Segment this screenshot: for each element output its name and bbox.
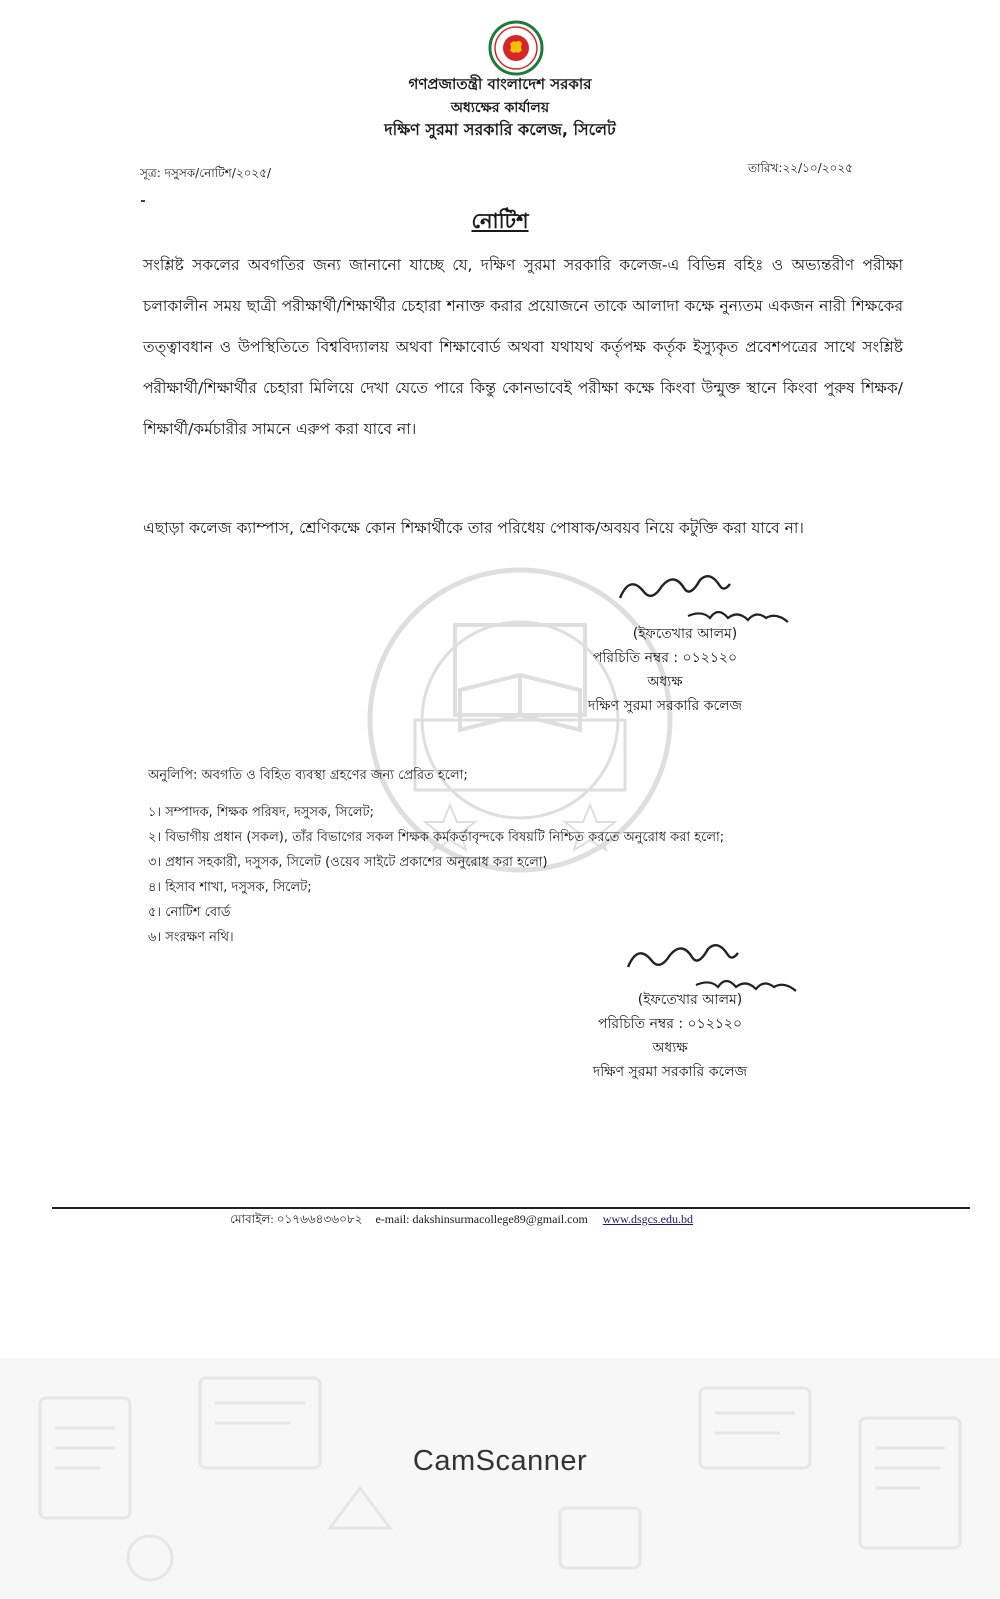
footer-mobile: মোবাইল: ০১৭৬৬৪৩৬০৮২ xyxy=(230,1212,363,1226)
signatory-name: (ইফতেখার আলম) xyxy=(632,626,738,642)
signatory-institution: দক্ষিণ সুরমা সরকারি কলেজ xyxy=(587,698,743,714)
signatory-institution: দক্ষিণ সুরমা সরকারি কলেজ xyxy=(592,1064,748,1080)
document-pattern-icon xyxy=(0,1358,1000,1599)
signatory-id: পরিচিতি নম্বর : ০১২১২০ xyxy=(597,1016,743,1032)
list-item: ৫। নোটিশ বোর্ড xyxy=(148,905,231,920)
list-item: ১। সম্পাদক, শিক্ষক পরিষদ, দসুসক, সিলেট; xyxy=(148,805,374,820)
handwritten-signature xyxy=(600,568,810,624)
notice-paragraph-1: সংশ্লিষ্ট সকলের অবগতির জন্য জানানো যাচ্ছে যে, দক্ষিণ সুরমা সরকারি কলেজ-এ বিভিন্ন বহিঃ ও অভ্যন্তরীণ পরীক্ষা চলাকালীন সময় ছাত্রী পরীক্ষার্থী/শিক্ষার্থীর চেহারা শনাক্ত করার প্রয়োজনে তাকে আলাদা কক্ষে নুন্যতম একজন নারী শিক্ষকের তত্ত্বাবধান ও উপস্থিতিতে বিশ্ববিদ্যালয় অথবা শিক্ষাবোর্ড অথবা যথাযথ কর্তৃপক্ষ কর্তৃক ইস্যুকৃত প্রবেশপত্রের সাথে সংশ্লিষ্ট পরীক্ষার্থী/শিক্ষার্থীর চেহারা মিলিয়ে দেখা যেতে পারে কিন্তু কোনভাবেই পরীক্ষা কক্ষে কিংবা উন্মুক্ত স্থানে কিংবা পুরুষ শিক্ষক/শিক্ষার্থী/কর্মচারীর সামনে এরুপ করা যাবে না। xyxy=(143,256,903,438)
signatory-designation: অধ্যক্ষ xyxy=(652,1040,688,1056)
college-name: দক্ষিণ সুরমা সরকারি কলেজ, সিলেট xyxy=(384,120,616,139)
signature-block xyxy=(545,622,785,718)
notice-paragraph-2: এছাড়া কলেজ ক্যাম্পাস, শ্রেণিকক্ষে কোন শিক্ষার্থীকে তার পরিধেয় পোষাক/অবয়ব নিয়ে কটুক্তি করা যাবে না। xyxy=(143,519,804,537)
memo-number: সূত্র: দসুসক/নোটিশ/২০২৫/ xyxy=(140,166,272,180)
camscanner-logo: CamScanner xyxy=(412,1445,588,1477)
stray-mark xyxy=(141,200,145,202)
scanner-branding-band xyxy=(0,1358,1000,1599)
contact-footer xyxy=(230,1211,693,1231)
footer-website-link[interactable]: www.dsgcs.edu.bd xyxy=(602,1212,694,1226)
office-name: অধ্যক্ষের কার্যালয় xyxy=(450,100,550,116)
notice-date: তারিখ:২২/১০/২০২৫ xyxy=(748,161,853,175)
list-item: ৬। সংরক্ষণ নথি। xyxy=(148,930,234,945)
government-name: গণপ্রজাতন্ত্রী বাংলাদেশ সরকার xyxy=(408,75,592,93)
signatory-designation: অধ্যক্ষ xyxy=(647,674,683,690)
list-item: ২। বিভাগীয় প্রধান (সকল), তাঁর বিভাগের সকল শিক্ষক কর্মকর্তাবৃন্দকে বিষয়টি নিশ্চিত করতে অনুরোধ করা হলো; xyxy=(148,830,725,845)
footer-divider xyxy=(52,1207,970,1209)
copy-list xyxy=(148,800,724,950)
list-item: ৪। হিসাব শাখা, দসুসক, সিলেট; xyxy=(148,880,312,895)
notice-title: নোটিশ xyxy=(471,209,529,233)
signatory-name: (ইফতেখার আলম) xyxy=(637,992,743,1008)
copy-heading: অনুলিপি: অবগতি ও বিহিত ব্যবস্থা গ্রহণের জন্য প্রেরিত হলো; xyxy=(148,768,468,783)
signatory-id: পরিচিতি নম্বর : ০১২১২০ xyxy=(592,650,738,666)
footer-email: e-mail: dakshinsurmacollege89@gmail.com xyxy=(375,1212,588,1226)
government-emblem-icon xyxy=(488,20,544,76)
handwritten-signature xyxy=(608,937,818,993)
signature-block xyxy=(550,988,790,1084)
list-item: ৩। প্রধান সহকারী, দসুসক, সিলেট (ওয়েব সাইটে প্রকাশের অনুরোধ করা হলো) xyxy=(148,855,548,870)
